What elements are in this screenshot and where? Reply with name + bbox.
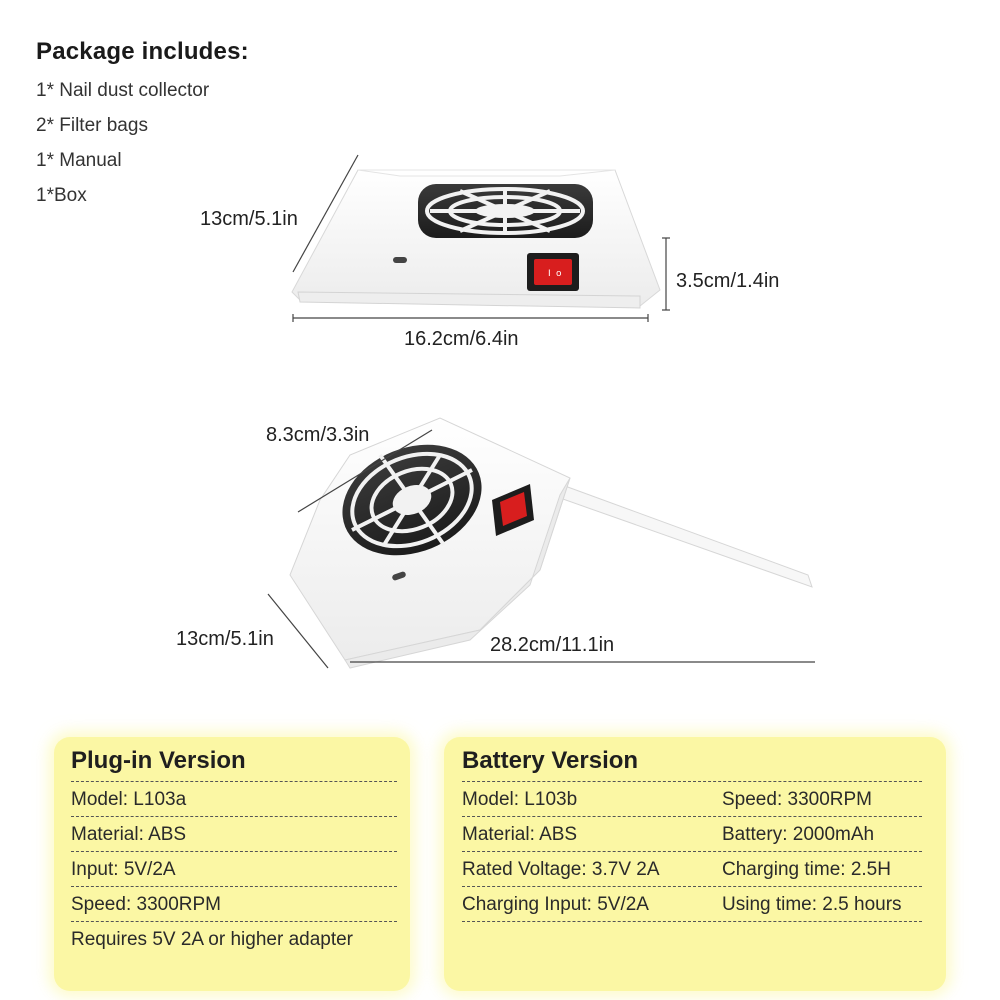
spec-value: Model: L103a [71,789,187,810]
spec-row [71,886,397,922]
spec-value: Model: L103b [462,789,578,810]
package-item: 1* Nail dust collector [36,80,210,101]
package-title: Package includes: [36,38,249,65]
card-title-divider [71,747,397,782]
spec-value: Battery: 2000mAh [722,824,875,845]
spec-value: Speed: 3300RPM [71,894,221,915]
package-item: 1*Box [36,185,87,206]
spec-row [462,886,922,922]
spec-value: Charging time: 2.5H [722,859,891,880]
dimension-label: 8.3cm/3.3in [266,424,370,446]
dimension-label: 28.2cm/11.1in [490,634,615,656]
spec-row [71,921,397,956]
dimension-label: 3.5cm/1.4in [676,270,780,292]
spec-row [71,816,397,852]
spec-value: Material: ABS [71,824,187,845]
package-item: 2* Filter bags [36,115,148,136]
usb-c-port-icon [393,257,407,263]
plugin-version-card [54,737,410,991]
closed-device [292,155,670,322]
dimension-label: 13cm/5.1in [200,208,298,230]
spec-row [462,816,922,852]
spec-value: Rated Voltage: 3.7V 2A [462,859,660,880]
spec-row [71,781,397,817]
battery-version-card [444,737,946,991]
spec-value: Material: ABS [462,824,578,845]
card-title-divider [462,747,922,782]
svg-text:o: o [556,269,562,279]
spec-value: Using time: 2.5 hours [722,894,902,915]
spec-value: Input: 5V/2A [71,859,176,880]
power-switch-icon [527,253,579,291]
dimension-label: 16.2cm/6.4in [404,328,519,350]
package-item: 1* Manual [36,150,122,171]
spec-row [71,851,397,887]
spec-row [462,781,922,817]
card-title: Plug-in Version [71,747,246,774]
open-device [268,418,815,668]
spec-value: Requires 5V 2A or higher adapter [71,929,354,950]
card-title: Battery Version [462,747,639,774]
dimension-label: 13cm/5.1in [176,628,274,650]
svg-text:I: I [548,269,551,279]
fan-grille-icon [418,184,593,238]
spec-row [462,851,922,887]
spec-value: Speed: 3300RPM [722,789,872,810]
spec-value: Charging Input: 5V/2A [462,894,649,915]
